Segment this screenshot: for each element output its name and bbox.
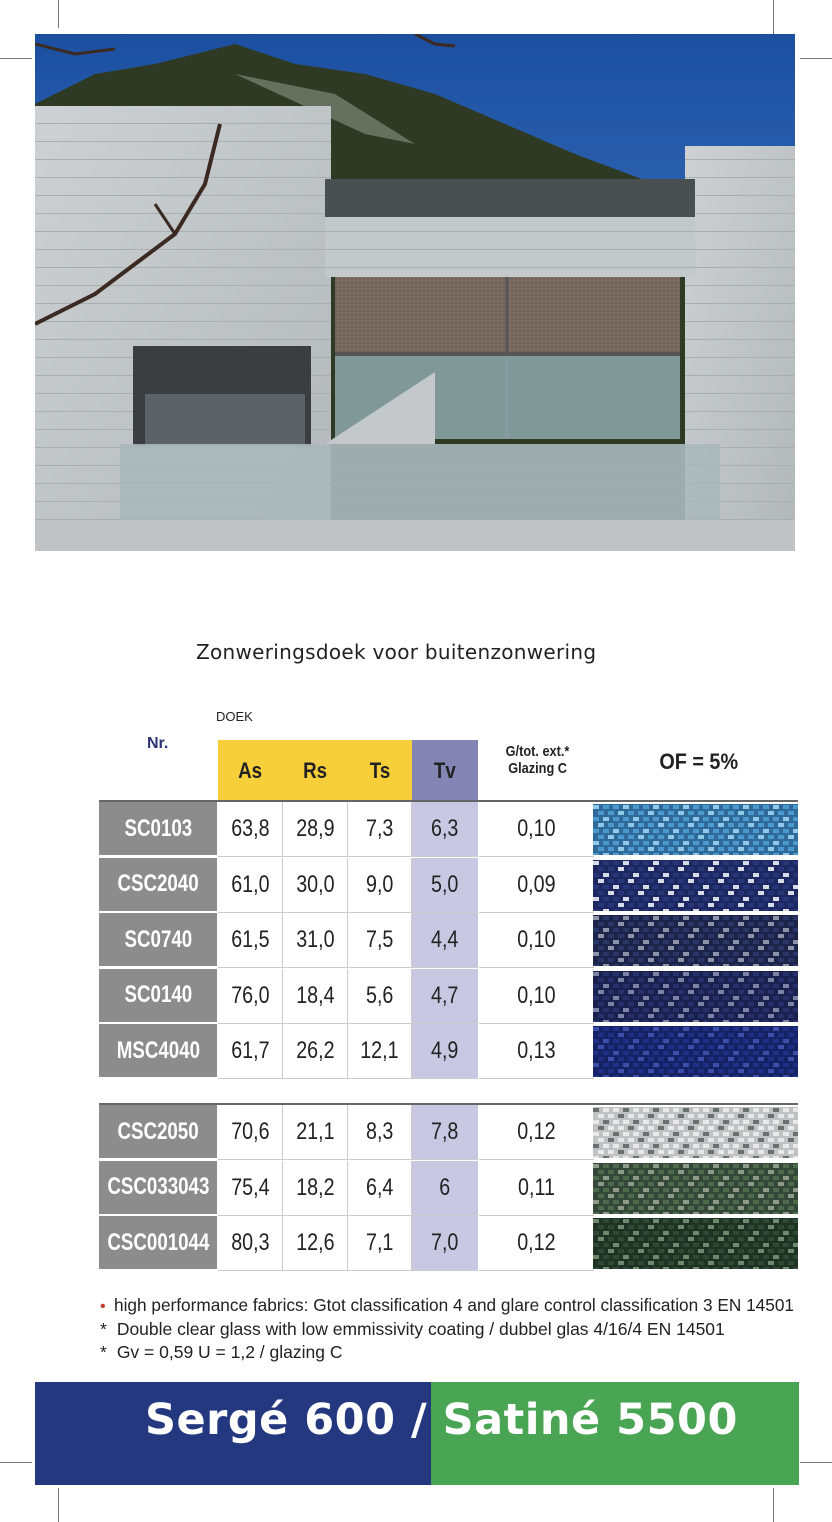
- dark-blue-weave-swatch-graphic: [593, 1026, 798, 1077]
- fabric-number-text: CSC033043: [107, 1173, 210, 1200]
- as-value: [218, 913, 283, 968]
- ts-value-text: 7,3: [365, 815, 394, 842]
- table-row: [99, 1105, 798, 1160]
- white-grey-weave-swatch-graphic: [593, 1107, 798, 1158]
- fabric-number: [99, 1216, 217, 1271]
- as-value-text: 80,3: [230, 1229, 270, 1256]
- subtitle: Zonweringsdoek voor buitenzonwering: [196, 640, 597, 664]
- gtot-value-text: 0,10: [517, 926, 556, 953]
- table-row: [99, 802, 798, 857]
- table-row: [99, 1161, 798, 1216]
- gtot-value: [479, 1161, 594, 1216]
- dark-green-weave-swatch-graphic: [593, 1218, 798, 1269]
- gtot-value-text: 0,09: [517, 870, 556, 898]
- rs-value-text: 21,1: [295, 1118, 335, 1145]
- as-value-text: 61,0: [230, 870, 270, 898]
- fabric-number-text: SC0103: [124, 814, 192, 842]
- table-row: [99, 858, 798, 913]
- ts-value-text: 5,6: [365, 981, 394, 1009]
- header-as: As: [218, 740, 283, 801]
- rs-value: [283, 1024, 348, 1079]
- banner-title: Sergé 600 / Satiné 5500: [145, 1395, 738, 1445]
- gtot-value: [479, 913, 594, 968]
- as-value: [218, 1024, 283, 1079]
- footnote: [100, 1318, 804, 1341]
- crop-mark: [0, 1462, 32, 1463]
- crop-mark: [800, 1462, 832, 1463]
- ts-value: [348, 802, 412, 857]
- fabric-swatch: [593, 1026, 798, 1077]
- ts-value-text: 8,3: [365, 1118, 394, 1145]
- header-rs: Rs: [283, 740, 348, 801]
- gtot-value-text: 0,12: [517, 1229, 556, 1256]
- gtot-value: [479, 858, 594, 913]
- gtot-value-text: 0,13: [517, 1037, 556, 1064]
- as-value-text: 75,4: [230, 1173, 270, 1201]
- doek-label: DOEK: [216, 709, 253, 724]
- fabric-number-text: SC0740: [124, 925, 192, 953]
- fabric-number-text: MSC4040: [116, 1036, 200, 1064]
- tv-value: [412, 1216, 478, 1271]
- building-illustration: [35, 34, 795, 551]
- tv-value: [412, 1105, 478, 1160]
- rs-value-text: 31,0: [295, 926, 335, 953]
- fabric-table-group-2: [99, 1103, 798, 1273]
- ts-value: [348, 1216, 412, 1271]
- tv-value-text: 7,8: [431, 1118, 459, 1145]
- ts-value: [348, 858, 412, 913]
- building-photo: [35, 34, 795, 551]
- table-row: [99, 1024, 798, 1079]
- fabric-number: [99, 1024, 217, 1079]
- as-value-text: 63,8: [230, 815, 270, 842]
- as-value: [218, 858, 283, 913]
- rs-value-text: 28,9: [295, 815, 335, 842]
- fabric-number-text: CSC2040: [117, 870, 199, 897]
- nr-label: Nr.: [147, 735, 169, 752]
- fabric-swatch: [593, 1107, 798, 1158]
- as-value-text: 76,0: [230, 981, 270, 1009]
- tv-value: [412, 802, 478, 857]
- gtot-value: [479, 1105, 594, 1160]
- footnote-text: Gv = 0,59 U = 1,2 / glazing C: [116, 1342, 343, 1362]
- table-row: [99, 913, 798, 968]
- rs-value-text: 30,0: [295, 870, 335, 898]
- ts-value: [348, 1161, 412, 1216]
- asterisk-icon: *: [100, 1319, 107, 1339]
- as-value: [218, 1105, 283, 1160]
- tv-value-text: 4,4: [431, 926, 459, 953]
- gtot-value-text: 0,12: [517, 1118, 556, 1145]
- gtot-value-text: 0,11: [518, 1173, 555, 1201]
- asterisk-icon: *: [100, 1342, 107, 1362]
- fabric-number: [99, 1161, 217, 1216]
- crop-mark: [773, 1488, 774, 1522]
- table-row: [99, 969, 798, 1024]
- navy-weave-swatch-graphic: [593, 971, 798, 1022]
- ts-value-text: 6,4: [365, 1173, 394, 1201]
- fabric-number: [99, 1105, 217, 1160]
- rs-value: [283, 858, 348, 913]
- tv-value: [412, 1024, 478, 1079]
- fabric-swatch: [593, 1163, 798, 1214]
- rs-value: [283, 913, 348, 968]
- tv-value-text: 7,0: [431, 1229, 459, 1256]
- header-ts: Ts: [348, 740, 412, 801]
- footnote: [100, 1341, 804, 1364]
- fabric-swatch: [593, 971, 798, 1022]
- footnote-text: Double clear glass with low emmissivity coating / dubbel glas 4/16/4 EN 14501: [116, 1319, 725, 1339]
- rs-value-text: 12,6: [295, 1229, 335, 1256]
- ts-value: [348, 1105, 412, 1160]
- crop-mark: [800, 58, 832, 59]
- rs-value-text: 18,4: [295, 981, 335, 1009]
- tv-value-text: 4,9: [431, 1037, 459, 1064]
- as-value: [218, 802, 283, 857]
- gtot-value: [479, 802, 594, 857]
- fabric-table-group-1: [99, 800, 798, 1080]
- footnotes: [100, 1294, 804, 1364]
- ts-value: [348, 1024, 412, 1079]
- as-value: [218, 969, 283, 1024]
- tv-value-text: 5,0: [431, 870, 459, 898]
- ts-value-text: 7,1: [365, 1229, 394, 1256]
- fabric-swatch: [593, 804, 798, 855]
- green-grey-weave-swatch-graphic: [593, 1163, 798, 1214]
- ts-value-text: 9,0: [365, 870, 394, 898]
- gtot-value-text: 0,10: [517, 981, 556, 1009]
- gtot-value-text: 0,10: [517, 815, 556, 842]
- tv-value-text: 4,7: [431, 981, 459, 1009]
- rs-value: [283, 802, 348, 857]
- as-value-text: 70,6: [230, 1118, 270, 1145]
- as-value: [218, 1161, 283, 1216]
- header-tv: Tv: [412, 740, 478, 801]
- blue-white-weave-swatch-graphic: [593, 860, 798, 911]
- crop-mark: [0, 58, 32, 59]
- fabric-swatch: [593, 915, 798, 966]
- fabric-number-text: CSC001044: [107, 1228, 210, 1256]
- rs-value: [283, 1105, 348, 1160]
- ts-value: [348, 913, 412, 968]
- fabric-number-text: CSC2050: [117, 1117, 199, 1145]
- fabric-number: [99, 913, 217, 968]
- tv-value: [412, 858, 478, 913]
- ts-value-text: 7,5: [365, 926, 394, 953]
- tv-value-text: 6: [439, 1173, 451, 1201]
- rs-value: [283, 1161, 348, 1216]
- tv-value: [412, 1161, 478, 1216]
- header-gtot: G/tot. ext.* Glazing C: [505, 743, 570, 777]
- crop-mark: [58, 1488, 59, 1522]
- footnote-text: high performance fabrics: Gtot classification 4 and glare control classification 3 EN 14501: [113, 1295, 794, 1315]
- as-value-text: 61,5: [230, 926, 270, 953]
- fabric-number: [99, 858, 217, 913]
- light-blue-weave-swatch-graphic: [593, 804, 798, 855]
- bullet-icon: •: [100, 1298, 106, 1315]
- rs-value-text: 26,2: [295, 1037, 335, 1064]
- rs-value: [283, 969, 348, 1024]
- gtot-value: [479, 1024, 594, 1079]
- tv-value: [412, 913, 478, 968]
- as-value-text: 61,7: [230, 1037, 270, 1064]
- table-row: [99, 1216, 798, 1271]
- fabric-swatch: [593, 860, 798, 911]
- fabric-swatch: [593, 1218, 798, 1269]
- fabric-number: [99, 969, 217, 1024]
- as-value: [218, 1216, 283, 1271]
- gtot-value: [479, 969, 594, 1024]
- rs-value-text: 18,2: [295, 1173, 335, 1201]
- gtot-value: [479, 1216, 594, 1271]
- ts-value: [348, 969, 412, 1024]
- footnote: [100, 1294, 804, 1318]
- crop-mark: [58, 0, 59, 28]
- fabric-number: [99, 802, 217, 857]
- ts-value-text: 12,1: [360, 1037, 399, 1064]
- rs-value: [283, 1216, 348, 1271]
- fabric-number-text: SC0140: [124, 981, 192, 1008]
- tv-value-text: 6,3: [431, 815, 459, 842]
- tv-value: [412, 969, 478, 1024]
- header-openness-factor: OF = 5%: [659, 749, 739, 774]
- navy-grey-weave-swatch-graphic: [593, 915, 798, 966]
